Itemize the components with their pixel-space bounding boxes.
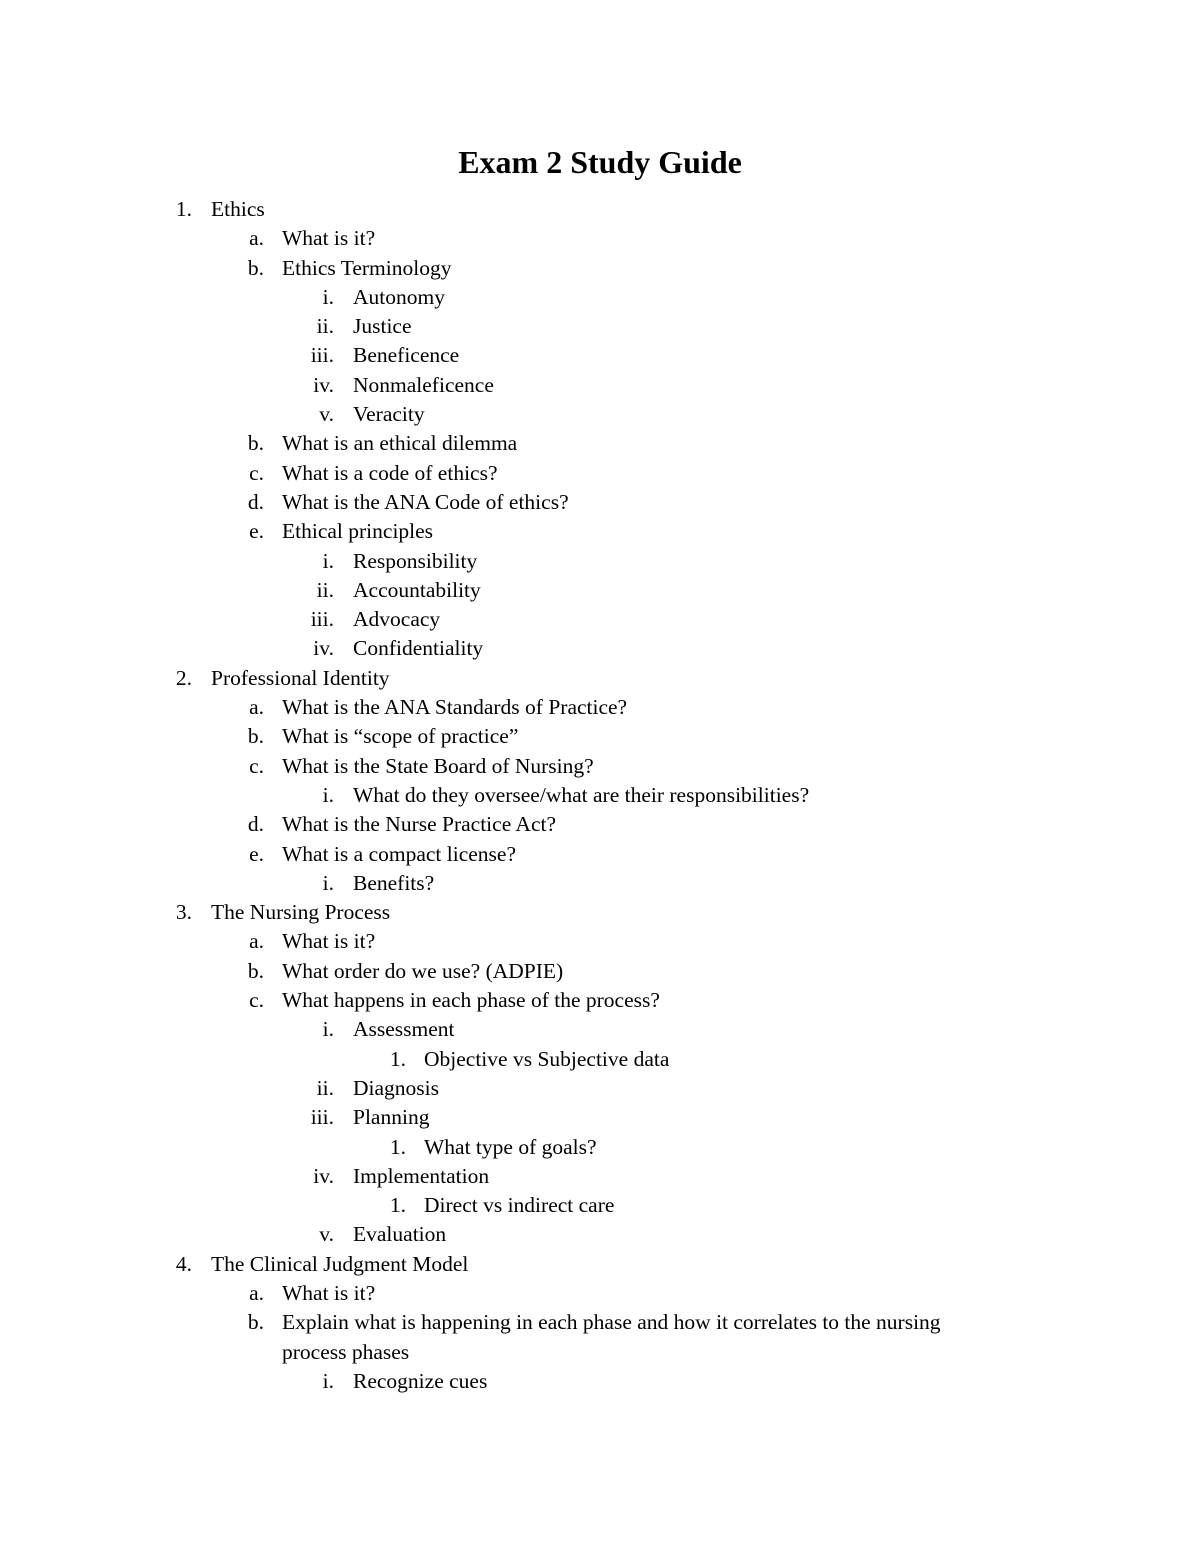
outline-item	[0, 957, 1200, 986]
list-item-text: What is a compact license?	[282, 841, 517, 866]
outline-item	[0, 1338, 1200, 1367]
outline-item	[0, 488, 1200, 517]
list-marker: c.	[249, 988, 264, 1013]
outline-item	[0, 576, 1200, 605]
outline-item	[0, 1015, 1200, 1044]
list-marker: b.	[247, 724, 264, 749]
outline-item	[0, 1103, 1200, 1132]
list-marker: iii.	[310, 1105, 334, 1130]
list-marker: ii.	[316, 1075, 334, 1100]
outline-item	[0, 195, 1200, 224]
list-item-text: Benefits?	[353, 870, 435, 895]
outline-item	[0, 312, 1200, 341]
outline-item	[0, 1162, 1200, 1191]
outline-item	[0, 459, 1200, 488]
list-marker: iv.	[313, 1163, 334, 1188]
list-item-text: The Nursing Process	[211, 900, 391, 925]
study-guide-outline	[0, 195, 1200, 1396]
list-marker: iv.	[313, 636, 334, 661]
list-marker: ii.	[316, 314, 334, 339]
outline-item	[0, 1191, 1200, 1220]
list-item-text: Explain what is happening in each phase and how it correlates to the nursing	[282, 1310, 941, 1335]
outline-item	[0, 634, 1200, 663]
list-item-text: Responsibility	[353, 548, 478, 573]
list-item-text: What happens in each phase of the process?	[282, 988, 660, 1013]
outline-item	[0, 1308, 1200, 1337]
list-item-text: Ethics	[211, 197, 265, 221]
outline-item	[0, 927, 1200, 956]
list-marker: b.	[247, 958, 264, 983]
list-marker: a.	[249, 226, 264, 251]
list-marker: iii.	[310, 343, 334, 368]
list-marker: e.	[249, 519, 264, 544]
outline-item	[0, 1074, 1200, 1103]
outline-item	[0, 840, 1200, 869]
list-item-text: What order do we use? (ADPIE)	[282, 958, 564, 983]
list-item-text: What is the ANA Standards of Practice?	[282, 695, 628, 720]
outline-item	[0, 341, 1200, 370]
outline-item	[0, 1279, 1200, 1308]
list-item-text: Implementation	[353, 1163, 490, 1188]
outline-item	[0, 869, 1200, 898]
outline-item	[0, 224, 1200, 253]
list-marker: b.	[247, 255, 264, 280]
list-marker: 1.	[389, 1193, 406, 1218]
list-item-text: What is it?	[282, 226, 376, 251]
list-marker: ii.	[316, 577, 334, 602]
list-item-text: Confidentiality	[353, 636, 484, 661]
outline-item	[0, 429, 1200, 458]
outline-item	[0, 664, 1200, 693]
outline-item	[0, 1045, 1200, 1074]
list-item-text: What is the Nurse Practice Act?	[282, 812, 557, 837]
list-marker: 1.	[389, 1046, 406, 1071]
list-item-text: What is it?	[282, 929, 376, 954]
list-marker: i.	[322, 284, 334, 309]
outline-item	[0, 1133, 1200, 1162]
list-item-text: Direct vs indirect care	[424, 1193, 615, 1218]
page-title: Exam 2 Study Guide	[458, 144, 742, 180]
list-marker: v.	[319, 1222, 334, 1247]
list-item-text: Beneficence	[353, 343, 460, 368]
list-item-text: What is the ANA Code of ethics?	[282, 489, 569, 514]
outline-item	[0, 371, 1200, 400]
outline-item	[0, 693, 1200, 722]
list-marker: c.	[249, 753, 264, 778]
list-marker: i.	[322, 548, 334, 573]
list-marker: 2.	[175, 665, 192, 690]
list-marker: 3.	[175, 900, 192, 925]
list-item-text: Recognize cues	[353, 1368, 488, 1393]
list-item-text: Advocacy	[353, 607, 441, 632]
list-item-text: process phases	[282, 1339, 410, 1364]
list-item-text: Autonomy	[353, 284, 445, 309]
outline-item	[0, 1367, 1200, 1396]
list-item-text: What is it?	[282, 1280, 376, 1305]
list-item-text: What type of goals?	[424, 1134, 597, 1159]
outline-item	[0, 1220, 1200, 1249]
list-marker: a.	[249, 695, 264, 720]
list-item-text: The Clinical Judgment Model	[211, 1251, 469, 1276]
list-item-text: Accountability	[353, 577, 481, 602]
list-item-text: What is an ethical dilemma	[282, 431, 518, 456]
list-marker: 1.	[175, 197, 192, 221]
list-item-text: Objective vs Subjective data	[424, 1046, 670, 1071]
list-marker: iii.	[310, 607, 334, 632]
list-marker: 4.	[175, 1251, 192, 1276]
list-marker: i.	[322, 1017, 334, 1042]
outline-item	[0, 605, 1200, 634]
list-marker: e.	[249, 841, 264, 866]
outline-item	[0, 547, 1200, 576]
list-item-text: Nonmaleficence	[353, 372, 494, 397]
list-item-text: Diagnosis	[353, 1075, 439, 1100]
list-marker: i.	[322, 870, 334, 895]
outline-item	[0, 898, 1200, 927]
list-item-text: Justice	[353, 314, 412, 339]
list-marker: d.	[247, 812, 264, 837]
list-marker: iv.	[313, 372, 334, 397]
outline-item	[0, 722, 1200, 751]
outline-item	[0, 283, 1200, 312]
list-item-text: Professional Identity	[211, 665, 390, 690]
list-marker: i.	[322, 782, 334, 807]
list-item-text: Evaluation	[353, 1222, 447, 1247]
list-item-text: Planning	[353, 1105, 430, 1130]
list-item-text: Ethical principles	[282, 519, 434, 544]
list-marker: b.	[247, 431, 264, 456]
list-marker: i.	[322, 1368, 334, 1393]
list-marker: 1.	[389, 1134, 406, 1159]
list-marker: v.	[319, 402, 334, 427]
outline-item	[0, 517, 1200, 546]
list-item-text: What is a code of ethics?	[282, 460, 498, 485]
list-item-text: Veracity	[353, 402, 425, 427]
list-marker: a.	[249, 929, 264, 954]
list-item-text: Ethics Terminology	[282, 255, 452, 280]
outline-item	[0, 1250, 1200, 1279]
list-marker: d.	[247, 489, 264, 514]
outline-item	[0, 254, 1200, 283]
list-item-text: Assessment	[353, 1017, 455, 1042]
list-item-text: What is the State Board of Nursing?	[282, 753, 594, 778]
list-marker: b.	[247, 1310, 264, 1335]
list-item-text: What is “scope of practice”	[282, 724, 519, 749]
outline-item	[0, 400, 1200, 429]
outline-item	[0, 781, 1200, 810]
outline-item	[0, 986, 1200, 1015]
outline-item	[0, 752, 1200, 781]
list-item-text: What do they oversee/what are their responsibilities?	[353, 782, 810, 807]
list-marker: a.	[249, 1280, 264, 1305]
outline-item	[0, 810, 1200, 839]
list-marker: c.	[249, 460, 264, 485]
